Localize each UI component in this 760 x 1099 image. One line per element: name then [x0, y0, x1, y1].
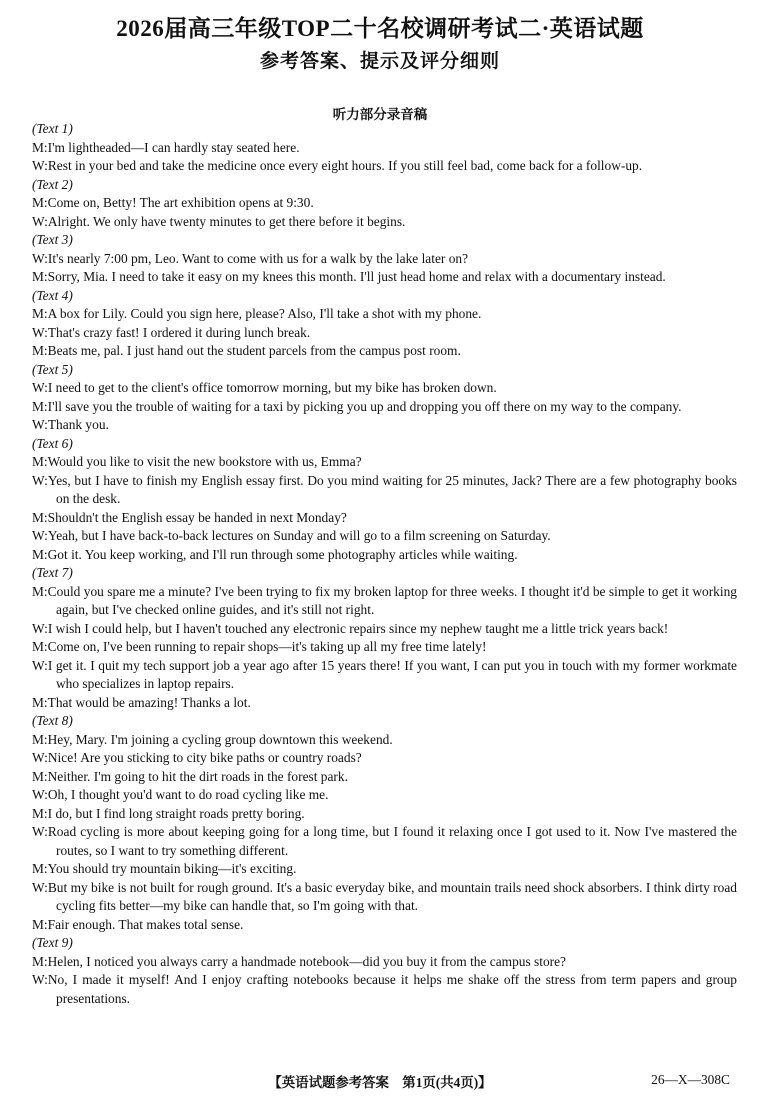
- dialogue-line: [32, 546, 737, 565]
- dialogue-line: [32, 620, 737, 639]
- speaker-label: M:: [32, 195, 48, 210]
- speaker-label: M:: [32, 139, 48, 155]
- dialogue-line: [32, 509, 737, 528]
- speaker-label: M:: [32, 805, 48, 821]
- dialogue-text: Shouldn't the English essay be handed in next Monday?: [47, 509, 347, 525]
- dialogue-text: I do, but I find long straight roads pretty boring.: [47, 805, 305, 821]
- dialogue-line: [32, 786, 737, 805]
- dialogue-text: Thank you.: [47, 417, 109, 432]
- dialogue-line: [32, 916, 737, 935]
- dialogue-text: Yeah, but I have back-to-back lectures on Sunday and will go to a film screening on Saturday.: [47, 528, 551, 543]
- speaker-label: W:: [32, 879, 48, 895]
- dialogue-line: [32, 194, 737, 213]
- dialogue-text: Yes, but I have to finish my English essay first. Do you mind waiting for 25 minutes, Jack? There are a few photography books on the desk.: [47, 472, 737, 506]
- speaker-label: M:: [32, 916, 48, 932]
- speaker-label: W:: [32, 250, 48, 266]
- dialogue-line: [32, 638, 737, 657]
- dialogue-text: You should try mountain biking—it's exciting.: [47, 861, 297, 876]
- page-footer: [0, 1072, 760, 1092]
- speaker-label: W:: [32, 472, 48, 488]
- dialogue-text: It's nearly 7:00 pm, Leo. Want to come with us for a walk by the lake later on?: [47, 250, 469, 266]
- dialogue-line: [32, 953, 737, 972]
- speaker-label: M:: [32, 306, 48, 321]
- dialogue-line: [32, 768, 737, 787]
- dialogue-line: [32, 657, 737, 694]
- section-heading: 听力部分录音稿: [332, 107, 428, 122]
- dialogue-line: [32, 472, 737, 509]
- dialogue-text: That's crazy fast! I ordered it during lunch break.: [47, 324, 311, 340]
- speaker-label: W:: [32, 657, 48, 673]
- dialogue-text: Got it. You keep working, and I'll run through some photography articles while waiting.: [47, 546, 518, 562]
- dialogue-text: Come on, I've been running to repair shops—it's taking up all my free time lately!: [47, 639, 487, 654]
- dialogue-text: A box for Lily. Could you sign here, please? Also, I'll take a shot with my phone.: [47, 306, 482, 321]
- dialogue-line: [32, 157, 737, 176]
- dialogue-text: Oh, I thought you'd want to do road cycling like me.: [47, 787, 329, 802]
- dialogue-line: [32, 398, 737, 417]
- dialogue-text: Sorry, Mia. I need to take it easy on my knees this month. I'll just head home and relax with a documentary instead.: [47, 269, 666, 284]
- text-label: (Text 5): [32, 361, 73, 377]
- speaker-label: M:: [32, 731, 48, 747]
- dialogue-line: [32, 250, 737, 269]
- dialogue-text: Alright. We only have twenty minutes to get there before it begins.: [47, 213, 406, 229]
- dialogue-text: Would you like to visit the new bookstore with us, Emma?: [47, 454, 362, 469]
- speaker-label: W:: [32, 417, 48, 432]
- speaker-label: M:: [32, 454, 48, 469]
- speaker-label: M:: [32, 509, 48, 525]
- speaker-label: W:: [32, 620, 48, 636]
- dialogue-line: [32, 213, 737, 232]
- dialogue-text: Road cycling is more about keeping going for a long time, but I found it relaxing once I got used to it. Now I've mastered the routes, so I want to try something different.: [47, 824, 737, 858]
- dialogue-line: [32, 971, 737, 1008]
- speaker-label: W:: [32, 213, 48, 229]
- speaker-label: W:: [32, 824, 48, 839]
- dialogue-line: [32, 823, 737, 860]
- speaker-label: M:: [32, 343, 48, 358]
- text-label: (Text 4): [32, 287, 73, 303]
- speaker-label: W:: [32, 750, 48, 765]
- text-label: (Text 1): [32, 121, 73, 136]
- dialogue-line: [32, 379, 737, 398]
- listening-transcript: [32, 120, 737, 1008]
- dialogue-text: I get it. I quit my tech support job a year ago after 15 years there! If you want, I can put you in touch with my former workmate who specializes in laptop repairs.: [47, 657, 737, 691]
- dialogue-line: [32, 731, 737, 750]
- dialogue-line: [32, 527, 737, 546]
- dialogue-line: [32, 860, 737, 879]
- dialogue-line: [32, 583, 737, 620]
- dialogue-line: [32, 324, 737, 343]
- dialogue-text: I wish I could help, but I haven't touched any electronic repairs since my nephew taught me a little trick years back!: [47, 620, 669, 636]
- dialogue-line: [32, 305, 737, 324]
- speaker-label: W:: [32, 324, 48, 340]
- speaker-label: M:: [32, 398, 48, 414]
- dialogue-line: [32, 416, 737, 435]
- dialogue-line: [32, 268, 737, 287]
- dialogue-text: Could you spare me a minute? I've been trying to fix my broken laptop for three weeks. I thought it'd be simple to get it working again, but I've checked online guides, and it's still not right.: [47, 583, 737, 617]
- dialogue-line: [32, 342, 737, 361]
- speaker-label: W:: [32, 528, 48, 543]
- document-subtitle: 参考答案、提示及评分细则: [259, 51, 500, 72]
- speaker-label: M:: [32, 269, 48, 284]
- dialogue-line: [32, 879, 737, 916]
- speaker-label: W:: [32, 380, 48, 395]
- dialogue-text: Fair enough. That makes total sense.: [47, 916, 244, 932]
- dialogue-line: [32, 139, 737, 158]
- text-label: (Text 9): [32, 935, 73, 950]
- dialogue-text: Come on, Betty! The art exhibition opens at 9:30.: [47, 195, 314, 210]
- speaker-label: M:: [32, 583, 48, 599]
- dialogue-text: That would be amazing! Thanks a lot.: [47, 694, 251, 710]
- footer-page-info: 【英语试题参考答案 第1页(共4页)】: [268, 1075, 492, 1090]
- dialogue-line: [32, 749, 737, 768]
- dialogue-text: Neither. I'm going to hit the dirt roads in the forest park.: [47, 768, 348, 784]
- dialogue-text: Beats me, pal. I just hand out the student parcels from the campus post room.: [47, 343, 461, 358]
- speaker-label: M:: [32, 694, 48, 710]
- dialogue-text: Hey, Mary. I'm joining a cycling group downtown this weekend.: [47, 731, 393, 747]
- dialogue-text: Rest in your bed and take the medicine once every eight hours. If you still feel bad, come back for a follow-up.: [47, 158, 643, 173]
- footer-paper-code: 26—X—308C: [651, 1072, 730, 1087]
- dialogue-text: Nice! Are you sticking to city bike paths or country roads?: [47, 750, 362, 765]
- text-label: (Text 6): [32, 435, 73, 451]
- dialogue-line: [32, 805, 737, 824]
- dialogue-text: I'll save you the trouble of waiting for a taxi by picking you up and dropping you off there on my way to the company.: [47, 398, 682, 414]
- text-label: (Text 7): [32, 565, 73, 580]
- speaker-label: W:: [32, 787, 48, 802]
- speaker-label: W:: [32, 158, 48, 173]
- speaker-label: M:: [32, 639, 48, 654]
- dialogue-text: I need to get to the client's office tomorrow morning, but my bike has broken down.: [47, 380, 497, 395]
- dialogue-line: [32, 453, 737, 472]
- text-label: (Text 8): [32, 713, 73, 728]
- dialogue-text: Helen, I noticed you always carry a handmade notebook—did you buy it from the campus store?: [47, 953, 567, 969]
- dialogue-text: No, I made it myself! And I enjoy crafting notebooks because it helps me shake off the stress from term papers and group presentations.: [47, 972, 737, 1006]
- speaker-label: M:: [32, 861, 48, 876]
- text-label: (Text 3): [32, 232, 73, 247]
- document-title: 2026届高三年级TOP二十名校调研考试二·英语试题: [116, 16, 644, 41]
- speaker-label: M:: [32, 768, 48, 784]
- dialogue-text: But my bike is not built for rough ground. It's a basic everyday bike, and mountain trails need shock absorbers. I think dirty road cycling fits better—my bike can handle that, so I'm going with that.: [47, 879, 737, 913]
- speaker-label: M:: [32, 546, 48, 562]
- text-label: (Text 2): [32, 176, 73, 192]
- speaker-label: W:: [32, 972, 48, 987]
- dialogue-text: I'm lightheaded—I can hardly stay seated here.: [47, 139, 300, 155]
- speaker-label: M:: [32, 953, 48, 969]
- dialogue-line: [32, 694, 737, 713]
